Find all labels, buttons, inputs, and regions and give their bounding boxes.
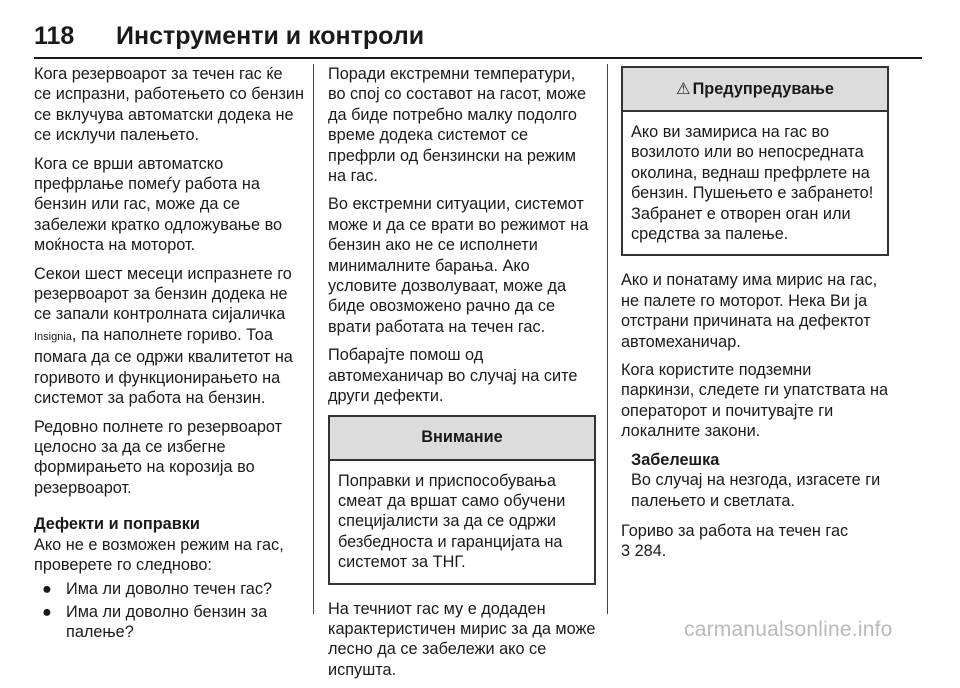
section-subheading: Дефекти и поправки: [34, 515, 200, 534]
page-reference-link[interactable]: [621, 542, 666, 560]
paragraph: Ако не е возможен режим на гас, проверете го следново:: [34, 535, 284, 574]
caution-text: Поправки и приспособувања смеат да вршат само обучени специјалисти за да се одржи безбедноста и гаранцијата на системот за ТНГ.: [338, 471, 566, 572]
list-item-text: Има ли доволно течен гас?: [66, 580, 273, 599]
page-reference-number: 284.: [630, 542, 667, 561]
column-3: [621, 64, 889, 570]
warning-icon: ⚠: [676, 79, 691, 98]
page-title: Инструменти и контроли: [116, 22, 425, 50]
column-2: [328, 64, 596, 688]
caution-box: [328, 415, 596, 585]
paragraph: Поради екстремни температури, во спој со составот на гасот, може да биде потребно малку подолго време додека системот се префрли од бензински на режим на гас.: [328, 65, 587, 186]
insignia-model-tag: Insignia: [34, 330, 72, 343]
column-divider-1: [313, 64, 314, 614]
paragraph: [621, 521, 889, 562]
page-reference-icon: 3: [621, 542, 631, 561]
header-divider: [34, 57, 922, 59]
paragraph: Во екстремни ситуации, системот може и да се врати во режимот на бензин ако не се исполнети минималните барања. Ако условите дозволуваат, може да биде овозможено рачно да се врати работата на течен гас.: [328, 195, 589, 336]
paragraph: Побарајте помош од автомеханичар во случај на сите други дефекти.: [328, 346, 578, 406]
bullet-icon: ●: [42, 602, 52, 621]
list-item: [34, 602, 304, 643]
paragraph: На течниот гас му е додаден карактеристичен мирис за да може лесно да се забележи ако се испушта.: [328, 599, 596, 679]
list-item: [34, 579, 304, 599]
warning-header: [623, 68, 887, 112]
paragraph-text: Гориво за работа на течен гас: [621, 521, 849, 540]
paragraph: Ако и понатаму има мирис на гас, не палете го моторот. Нека Ви ја отстрани причината на дефектот автомеханичар.: [621, 271, 878, 351]
column-1: [34, 64, 304, 645]
paragraph: Кога користите подземни паркинзи, следете ги упатствата на операторот и почитувајте ги локалните закони.: [621, 361, 889, 441]
page-header: [34, 22, 924, 56]
paragraph: Кога се врши автоматско префрлање помеѓу работа на бензин или гас, може да се забележи кратко одложување во моќноста на моторот.: [34, 154, 283, 255]
paragraph: [34, 264, 304, 409]
note-title: Забелешка: [631, 450, 720, 469]
warning-title: Предупредување: [692, 79, 834, 98]
paragraph: Кога резервоарот за течен гас ќе се испразни, работењето со бензин се вклучува автоматски додека не се исклучи палењето.: [34, 65, 304, 145]
page-number: 118: [34, 22, 75, 50]
watermark: carmanualsonline.info: [684, 618, 893, 641]
checklist: [34, 579, 304, 642]
bullet-icon: ●: [42, 580, 52, 599]
note-text: Во случај на незгода, изгасете ги палењето и светлата.: [631, 471, 881, 510]
note-block: [621, 450, 889, 511]
column-divider-2: [607, 64, 608, 614]
caution-title: Внимание: [330, 417, 594, 461]
paragraph-text: , па наполнете гориво. Тоа помага да се одржи квалитетот на горивото и функционирањето на системот за работа на бензин.: [34, 325, 293, 408]
warning-box: [621, 66, 889, 256]
paragraph: Редовно полнете го резервоарот целосно за да се избегне формирањето на корозија во резервоарот.: [34, 417, 283, 497]
paragraph-text: Секои шест месеци испразнете го резервоарот за бензин додека не се запали контролната сијаличка: [34, 264, 292, 324]
warning-text: Ако ви замириса на гас во возилото или во непосредната околина, веднаш префрлете на бензин. Пушењето е забрането! Забранет е отворен оган или средства за палење.: [631, 123, 874, 244]
list-item-text: Има ли доволно бензин за палење?: [66, 602, 268, 642]
